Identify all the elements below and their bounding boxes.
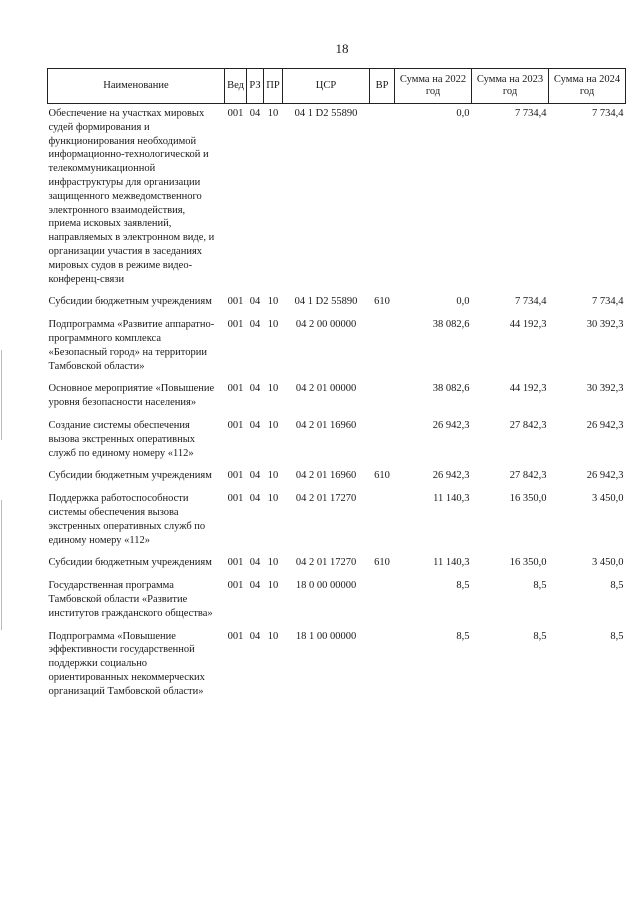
cell-sum-2023: 44 192,3	[509, 383, 547, 395]
cell-pr: 10	[267, 470, 279, 482]
cell-ved: 001	[227, 470, 244, 482]
cell-vr: 610	[374, 557, 390, 569]
cell-csr: 04 1 D2 55890	[294, 296, 358, 308]
header-ved: Вед	[225, 69, 247, 104]
cell-name: Основное мероприятие «Повышение уровня безопасности населения»	[48, 383, 215, 409]
cell-sum-2024: 26 942,3	[586, 419, 624, 431]
cell-ved: 001	[227, 419, 244, 431]
table-row	[48, 104, 626, 293]
cell-sum-2023: 16 350,0	[509, 493, 547, 505]
cell-sum-2022: 38 082,6	[432, 319, 470, 331]
cell-rz: 04	[249, 470, 261, 482]
cell-csr: 04 2 01 17270	[295, 493, 357, 505]
cell-vr	[370, 489, 395, 553]
cell-sum-2024: 7 734,4	[592, 108, 624, 119]
cell-rz: 04	[249, 630, 261, 642]
table-row	[48, 489, 626, 553]
cell-name: Подпрограмма «Развитие аппаратно-программного комплекса «Безопасный город» на территории Тамбовской области»	[48, 319, 215, 372]
cell-name: Субсидии бюджетным учреждениям	[48, 557, 212, 569]
cell-rz: 04	[249, 493, 261, 505]
cell-pr: 10	[267, 630, 279, 642]
table-body	[48, 104, 626, 705]
cell-sum-2024: 30 392,3	[586, 319, 624, 331]
cell-csr: 04 2 01 00000	[295, 383, 357, 395]
table-row	[48, 466, 626, 489]
cell-vr: 610	[374, 470, 390, 482]
cell-ved: 001	[227, 493, 244, 505]
cell-sum-2022: 8,5	[456, 630, 470, 642]
cell-vr	[370, 379, 395, 416]
cell-csr: 04 2 01 16960	[295, 419, 357, 431]
cell-sum-2023: 16 350,0	[509, 557, 547, 569]
cell-sum-2024: 8,5	[610, 580, 624, 592]
cell-sum-2024: 8,5	[610, 630, 624, 642]
cell-vr	[370, 315, 395, 379]
cell-sum-2022: 26 942,3	[432, 470, 470, 482]
cell-name: Государственная программа Тамбовской области «Развитие институтов гражданского общества»	[48, 580, 213, 619]
cell-pr: 10	[267, 319, 279, 331]
cell-csr: 04 1 D2 55890	[294, 108, 358, 119]
cell-csr: 04 2 01 16960	[295, 470, 357, 482]
header-pr: ПР	[264, 69, 283, 104]
cell-sum-2022: 38 082,6	[432, 383, 470, 395]
cell-sum-2022: 11 140,3	[433, 557, 470, 569]
cell-pr: 10	[267, 493, 279, 505]
cell-name: Субсидии бюджетным учреждениям	[48, 296, 212, 308]
table-row	[48, 576, 626, 626]
budget-table	[47, 68, 626, 704]
cell-sum-2023: 44 192,3	[509, 319, 547, 331]
table-row	[48, 379, 626, 416]
header-name: Наименование	[48, 69, 225, 104]
cell-pr: 10	[267, 296, 279, 308]
table-row	[48, 627, 626, 705]
cell-vr	[370, 627, 395, 705]
cell-name: Поддержка работоспособности системы обеспечения вызова экстренных оперативных служб по единому номеру «112»	[48, 493, 206, 546]
table-row	[48, 553, 626, 576]
cell-name: Подпрограмма «Повышение эффективности государственной поддержки социально ориентированных некоммерческих организаций Тамбовской области»	[48, 630, 205, 697]
cell-ved: 001	[227, 383, 244, 395]
header-sum-2022: Сумма на 2022 год	[395, 69, 472, 104]
cell-csr: 04 2 01 17270	[295, 557, 357, 569]
cell-pr: 10	[267, 557, 279, 569]
cell-vr: 610	[374, 296, 390, 308]
cell-ved: 001	[227, 319, 244, 331]
cell-vr	[370, 576, 395, 626]
cell-sum-2024: 30 392,3	[586, 383, 624, 395]
cell-rz: 04	[249, 557, 261, 569]
header-vr: ВР	[370, 69, 395, 104]
cell-ved: 001	[227, 557, 244, 569]
header-sum-2023: Сумма на 2023 год	[472, 69, 549, 104]
cell-rz: 04	[249, 580, 261, 592]
cell-sum-2024: 3 450,0	[592, 557, 624, 569]
cell-csr: 18 1 00 00000	[295, 630, 357, 642]
cell-rz: 04	[249, 296, 261, 308]
cell-vr	[370, 104, 395, 293]
cell-sum-2023: 7 734,4	[515, 296, 547, 308]
margin-mark-bottom	[1, 500, 2, 630]
cell-pr: 10	[267, 580, 279, 592]
cell-pr: 10	[267, 419, 279, 431]
header-rz: РЗ	[247, 69, 264, 104]
cell-csr: 04 2 00 00000	[295, 319, 357, 331]
cell-ved: 001	[227, 630, 244, 642]
cell-sum-2022: 0,0	[456, 108, 470, 119]
cell-sum-2022: 8,5	[456, 580, 470, 592]
cell-rz: 04	[249, 108, 261, 119]
cell-sum-2023: 27 842,3	[509, 419, 547, 431]
table-header-row	[48, 69, 626, 104]
cell-sum-2023: 7 734,4	[515, 108, 547, 119]
cell-name: Обеспечение на участках мировых судей формирования и функционирования необходимой информационно-технологической и телекоммуникационной инфраструктуры для организации защищенного межведомственного электронного взаимодействия, приема исковых заявлений, направляемых в электронном виде, и организации участия в заседаниях мировых судов в режиме видео-конференц-связи	[48, 108, 215, 285]
cell-sum-2024: 7 734,4	[592, 296, 624, 308]
cell-rz: 04	[249, 419, 261, 431]
header-sum-2024: Сумма на 2024 год	[549, 69, 626, 104]
cell-rz: 04	[249, 383, 261, 395]
cell-sum-2024: 3 450,0	[592, 493, 624, 505]
cell-name: Создание системы обеспечения вызова экстренных оперативных служб по единому номеру «112»	[48, 419, 196, 459]
cell-ved: 001	[227, 108, 244, 119]
cell-sum-2024: 26 942,3	[586, 470, 624, 482]
cell-name: Субсидии бюджетным учреждениям	[48, 470, 212, 482]
cell-ved: 001	[227, 580, 244, 592]
cell-sum-2023: 8,5	[533, 580, 547, 592]
cell-csr: 18 0 00 00000	[295, 580, 357, 592]
table-row	[48, 315, 626, 379]
header-csr: ЦСР	[283, 69, 370, 104]
cell-pr: 10	[267, 108, 279, 119]
page-number: 18	[335, 41, 349, 56]
table-row	[48, 416, 626, 466]
cell-rz: 04	[249, 319, 261, 331]
cell-vr	[370, 416, 395, 466]
cell-sum-2022: 11 140,3	[433, 493, 470, 505]
cell-sum-2023: 8,5	[533, 630, 547, 642]
cell-ved: 001	[227, 296, 244, 308]
cell-sum-2023: 27 842,3	[509, 470, 547, 482]
margin-mark-top	[1, 350, 2, 440]
cell-sum-2022: 26 942,3	[432, 419, 470, 431]
cell-sum-2022: 0,0	[456, 296, 470, 308]
table-row	[48, 292, 626, 315]
cell-pr: 10	[267, 383, 279, 395]
